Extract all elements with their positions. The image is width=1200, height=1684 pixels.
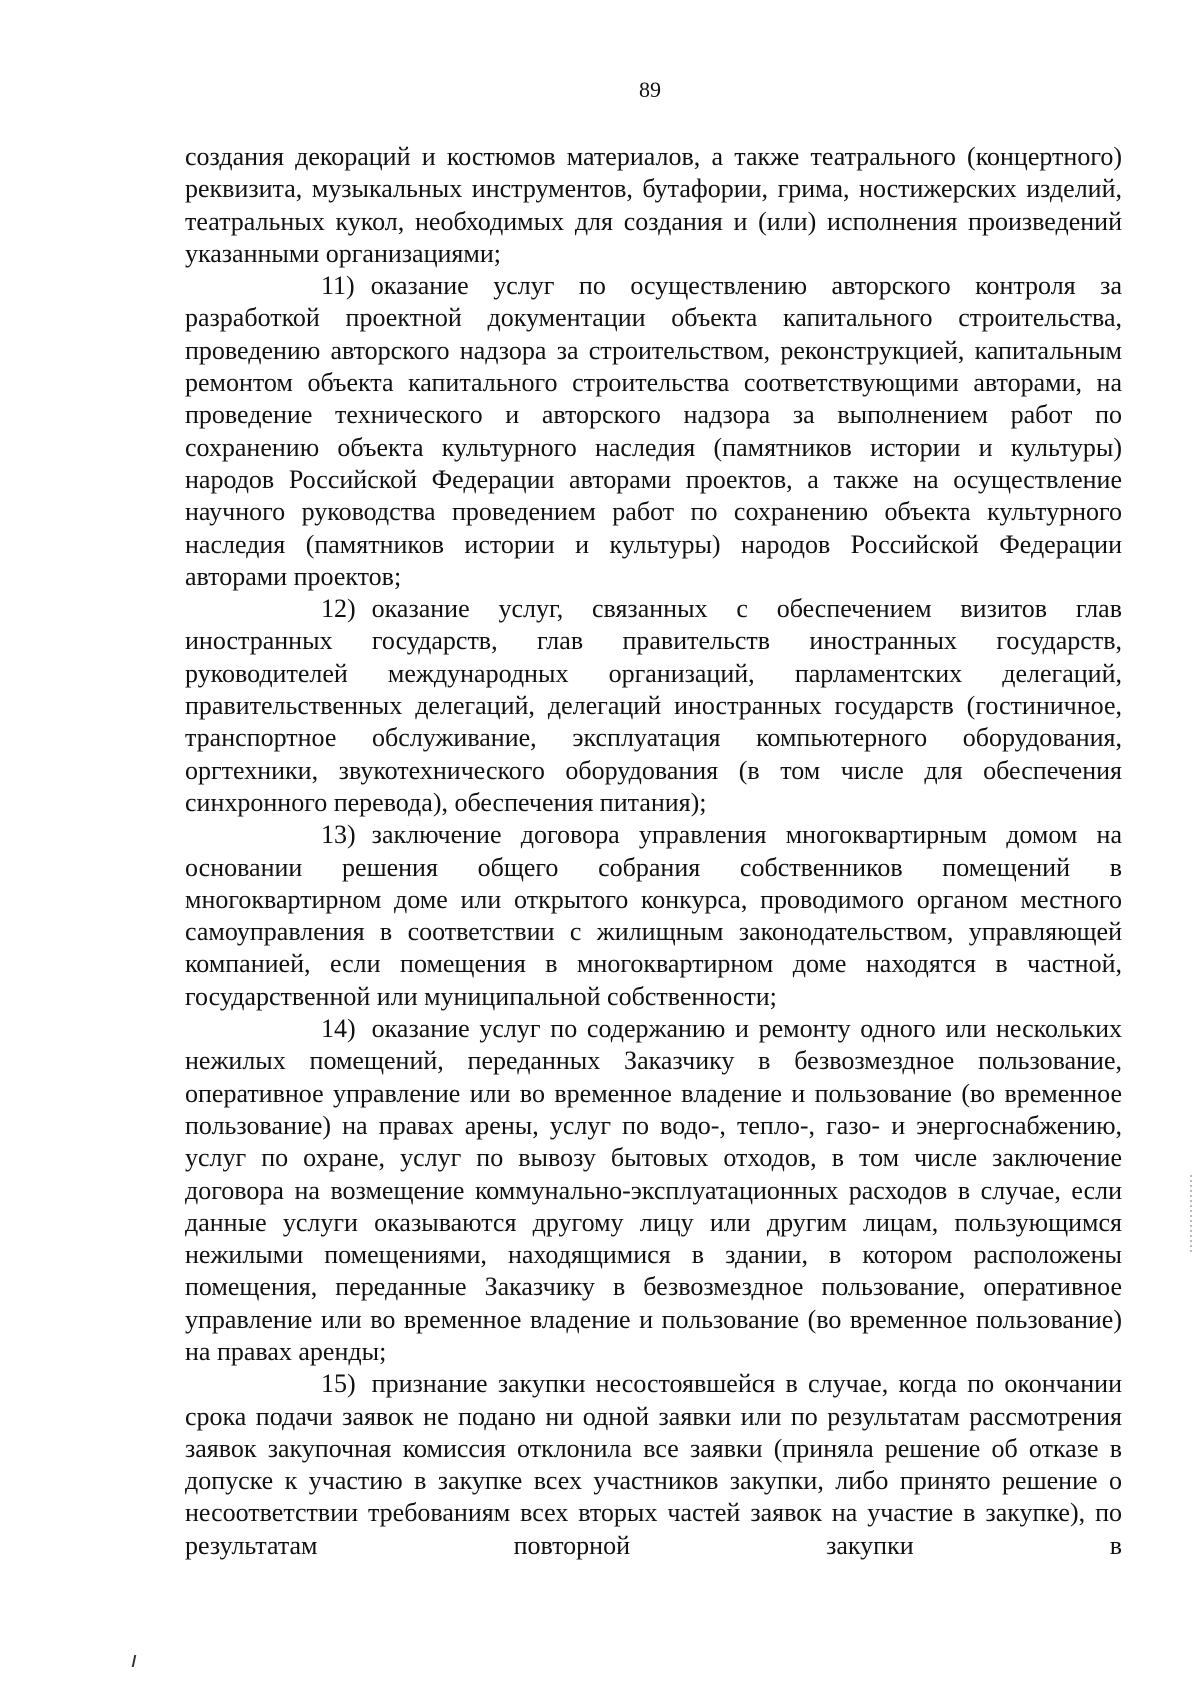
list-item-number: 12) [321,594,356,624]
list-item-number: 15) [321,1369,356,1399]
body-text [185,141,1122,1562]
list-item-number: 11) [321,271,355,301]
scan-edge-artifact [1190,1175,1192,1253]
list-item-text: оказание услуг по содержанию и ремонту одного или нескольких нежилых помещений, переданных Заказчику в безвозмездное пользование, оперативное управление или во временное владение и пользование (во временное пользование) на правах арены, услуг по водо-, тепло-, газо- и энергоснабжению, услуг по охране, услуг по вывозу бытовых отходов, в том числе заключение договора на возмещение коммунально-эксплуатационных расходов в случае, если данные услуги оказываются другому лицу или другим лицам, пользующимся нежилыми помещениями, находящимися в здании, в котором расположены помещения, переданные Заказчику в безвозмездное пользование, оперативное управление или во временное владение и пользование (во временное пользование) на правах аренды; [185,1014,1122,1366]
list-item-text: оказание услуг, связанных с обеспечением визитов глав иностранных государств, глав правительств иностранных государств, руководителей международных организаций, парламентских делегаций, правительственных делегаций, делегаций иностранных государств (гостиничное, транспортное обслуживание, эксплуатация компьютерного оборудования, оргтехники, звукотехнического оборудования (в том числе для обеспечения синхронного перевода), обеспечения питания); [185,594,1122,817]
list-item-text: оказание услуг по осуществлению авторского контроля за разработкой проектной документации объекта капитального строительства, проведению авторского надзора за строительством, реконструкцией, капитальным ремонтом объекта капитального строительства соответствующими авторами, на проведение технического и авторского надзора за выполнением работ по сохранению объекта культурного наследия (памятников истории и культуры) народов Российской Федерации авторами проектов, а также на осуществление научного руководства проведением работ по сохранению объекта культурного наследия (памятников истории и культуры) народов Российской Федерации авторами проектов; [185,271,1122,591]
scan-mark [132,1655,137,1667]
list-item-15 [185,1368,1122,1562]
list-item-text: признание закупки несостоявшейся в случае, когда по окончании срока подачи заявок не подано ни одной заявки или по результатам рассмотрения заявок закупочная комиссия отклонила все заявки (приняла решение об отказе в допуске к участию в закупке всех участников закупки, либо принято решение о несоответствии требованиям всех вторых частей заявок на участие в закупке), по результатам повторной закупки в [185,1369,1122,1560]
list-item-number: 14) [321,1014,356,1044]
paragraph-text: создания декораций и костюмов материалов, а также театрального (концертного) реквизита, музыкальных инструментов, бутафории, грима, ностижерских изделий, театральных кукол, необходимых для создания и (или) исполнения произведений указанными организациями; [185,142,1122,268]
list-item-text: заключение договора управления многоквартирным домом на основании решения общего собрания собственников помещений в многоквартирном доме или открытого конкурса, проводимого органом местного самоуправления в соответствии с жилищным законодательством, управляющей компанией, если помещения в многоквартирном доме находятся в частной, государственной или муниципальной собственности; [185,820,1122,1011]
paragraph-continuation [185,141,1122,270]
list-item-12 [185,593,1122,819]
list-item-11 [185,270,1122,593]
page-number: 89 [639,77,661,102]
list-item-13 [185,819,1122,1013]
list-item-number: 13) [321,820,356,850]
list-item-14 [185,1013,1122,1368]
